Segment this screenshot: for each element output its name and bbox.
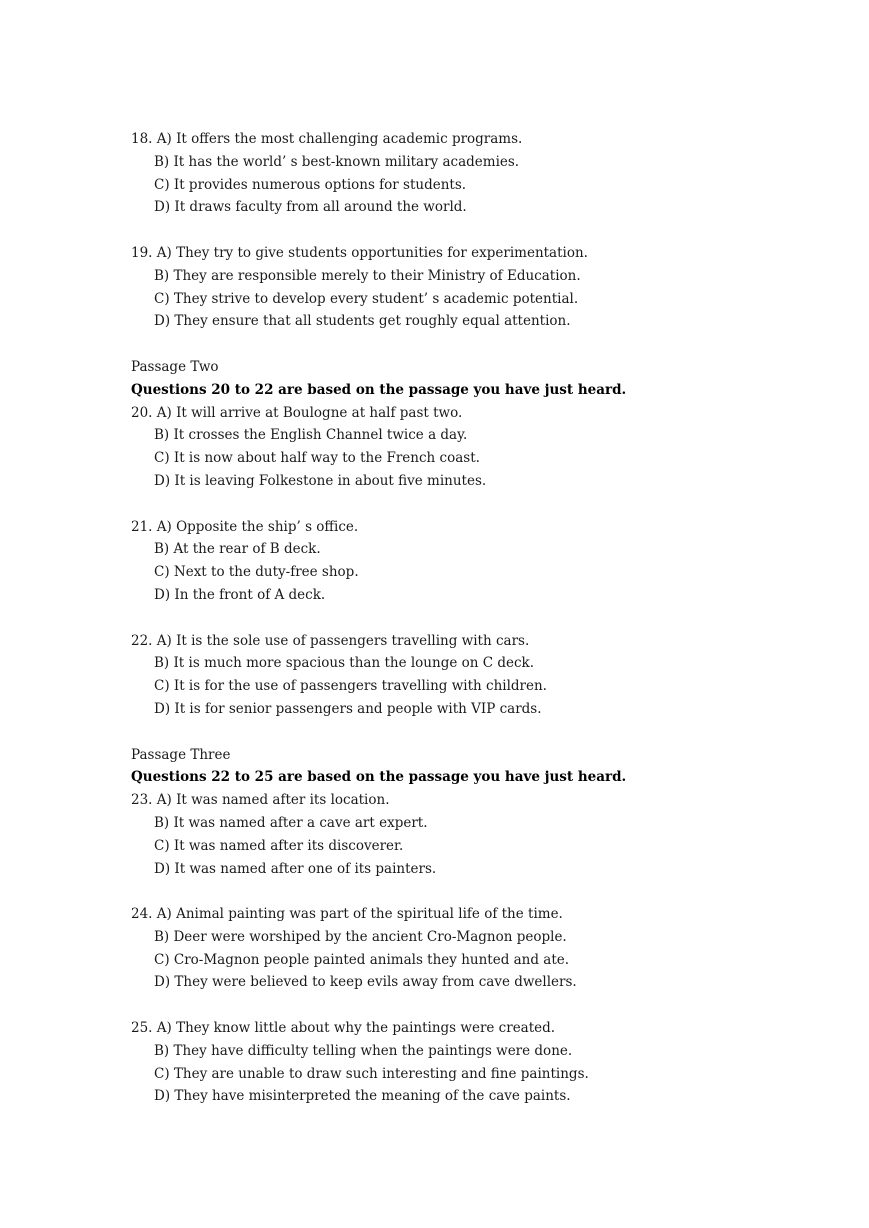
passage-two-instruction: Questions 20 to 22 are based on the passage you have just heard.	[131, 381, 627, 398]
question-stem: 18. A) It offers the most challenging academic programs.	[131, 131, 523, 147]
spacer	[131, 721, 831, 744]
answer-option: D) It was named after one of its painters.	[154, 860, 437, 877]
question-stem: 20. A) It will arrive at Boulogne at half past two.	[131, 404, 463, 421]
question-24	[131, 903, 831, 994]
spacer	[131, 607, 831, 630]
question-stem: 21. A) Opposite the ship’ s office.	[131, 518, 359, 535]
answer-option: B) It was named after a cave art expert.	[154, 814, 428, 831]
passage-two-title: Passage Two	[131, 358, 219, 375]
answer-option: B) It has the world’ s best-known military academies.	[154, 153, 520, 170]
question-20	[131, 402, 831, 493]
answer-option: D) In the front of A deck.	[154, 586, 326, 603]
answer-option: C) It is for the use of passengers travelling with children.	[154, 678, 547, 695]
answer-option: D) They have misinterpreted the meaning of the cave paints.	[154, 1088, 571, 1105]
answer-option: C) It was named after its discoverer.	[154, 837, 404, 854]
question-25	[131, 1017, 831, 1108]
answer-option: B) They are responsible merely to their Ministry of Education.	[154, 267, 581, 284]
passage-three-title: Passage Three	[131, 746, 231, 763]
question-22	[131, 630, 831, 721]
spacer	[131, 493, 831, 516]
answer-option: C) Cro-Magnon people painted animals they hunted and ate.	[154, 951, 570, 968]
question-stem: 25. A) They know little about why the paintings were created.	[131, 1020, 556, 1037]
spacer	[131, 219, 831, 242]
spacer	[131, 880, 831, 903]
answer-option: D) They were believed to keep evils away from cave dwellers.	[154, 974, 577, 991]
answer-option: C) They are unable to draw such interesting and fine paintings.	[154, 1065, 589, 1082]
question-18	[131, 128, 831, 219]
exam-content	[131, 128, 831, 1108]
answer-option: D) It draws faculty from all around the world.	[154, 199, 467, 216]
passage-three-instruction: Questions 22 to 25 are based on the passage you have just heard.	[131, 769, 627, 786]
answer-option: B) Deer were worshiped by the ancient Cro-Magnon people.	[154, 928, 567, 945]
answer-option: B) They have difficulty telling when the paintings were done.	[154, 1042, 573, 1059]
question-stem: 22. A) It is the sole use of passengers travelling with cars.	[131, 632, 530, 649]
answer-option: C) Next to the duty-free shop.	[154, 564, 359, 581]
question-23	[131, 789, 831, 880]
answer-option: B) It is much more spacious than the lounge on C deck.	[154, 655, 535, 672]
answer-option: B) At the rear of B deck.	[154, 541, 321, 558]
question-stem: 19. A) They try to give students opportunities for experimentation.	[131, 244, 588, 261]
answer-option: D) They ensure that all students get roughly equal attention.	[154, 313, 571, 330]
question-19	[131, 242, 831, 333]
answer-option: D) It is leaving Folkestone in about five minutes.	[154, 472, 487, 489]
spacer	[131, 333, 831, 356]
answer-option: C) They strive to develop every student’ s academic potential.	[154, 290, 579, 307]
question-stem: 24. A) Animal painting was part of the spiritual life of the time.	[131, 906, 563, 923]
question-21	[131, 516, 831, 607]
answer-option: C) It is now about half way to the French coast.	[154, 450, 480, 467]
answer-option: C) It provides numerous options for students.	[154, 176, 467, 193]
spacer	[131, 994, 831, 1017]
question-stem: 23. A) It was named after its location.	[131, 792, 390, 809]
answer-option: B) It crosses the English Channel twice a day.	[154, 427, 468, 444]
answer-option: D) It is for senior passengers and people with VIP cards.	[154, 700, 542, 717]
